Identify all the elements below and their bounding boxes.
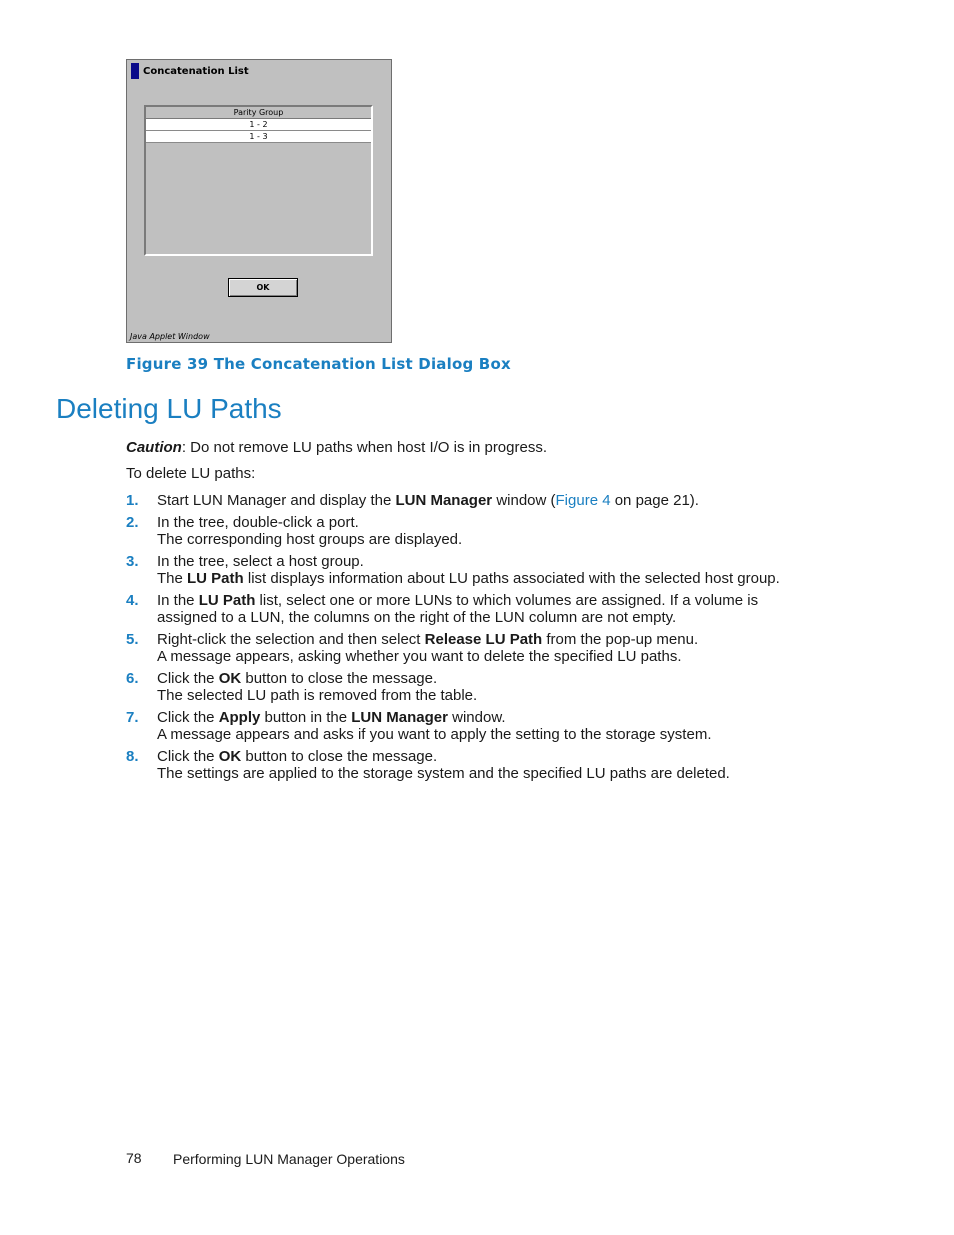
- step-text: list, select one or more LUNs to which volumes are assigned. If a volume is assigned to a LUN, the columns on the right of the LUN column are not empty.: [157, 591, 759, 626]
- ok-button[interactable]: OK: [228, 278, 298, 297]
- step-3: [126, 553, 786, 588]
- footer-title: Performing LUN Manager Operations: [173, 1151, 405, 1167]
- step-text: on page 21).: [610, 492, 699, 509]
- step-bold: OK: [218, 747, 242, 765]
- step-number: 2.: [126, 513, 139, 531]
- step-number: 5.: [126, 630, 139, 648]
- step-text: window.: [447, 708, 506, 726]
- step-list: [126, 492, 786, 787]
- step-text: Click the: [157, 747, 219, 765]
- step-2: [126, 514, 786, 549]
- step-7: [126, 709, 786, 744]
- step-text: button in the: [260, 708, 352, 726]
- figure-4-link[interactable]: Figure 4: [555, 492, 611, 509]
- dialog-title: Concatenation List: [143, 65, 249, 77]
- step-bold: LU Path: [198, 591, 256, 609]
- step-bold: Release LU Path: [424, 630, 543, 648]
- step-number: 8.: [126, 747, 139, 765]
- step-text: In the tree, double-click a port.: [157, 513, 359, 531]
- intro-text: To delete LU paths:: [126, 465, 256, 482]
- step-text: from the pop-up menu.: [542, 630, 699, 648]
- step-5: [126, 631, 786, 666]
- step-result: A message appears and asks if you want to apply the setting to the storage system.: [157, 726, 712, 743]
- step-bold: Apply: [218, 708, 261, 726]
- window-icon: [131, 63, 139, 79]
- step-text: Start LUN Manager and display the: [157, 492, 396, 509]
- step-number: 6.: [126, 669, 139, 687]
- column-header-parity-group[interactable]: Parity Group: [146, 107, 371, 119]
- step-result: The corresponding host groups are displayed.: [157, 531, 463, 548]
- list-item[interactable]: 1 - 2: [146, 119, 371, 131]
- step-bold: OK: [218, 669, 242, 687]
- step-result: list displays information about LU paths associated with the selected host group.: [243, 570, 780, 587]
- parity-group-list[interactable]: [144, 105, 373, 256]
- step-text: Right-click the selection and then select: [157, 630, 425, 648]
- step-8: [126, 748, 786, 783]
- list-item[interactable]: 1 - 3: [146, 131, 371, 143]
- caution-text: : Do not remove LU paths when host I/O is in progress.: [181, 439, 547, 456]
- step-6: [126, 670, 786, 705]
- figure-caption: Figure 39 The Concatenation List Dialog Box: [126, 355, 511, 373]
- step-result: The settings are applied to the storage system and the specified LU paths are deleted.: [157, 765, 730, 782]
- step-bold: LU Path: [187, 570, 244, 587]
- step-number: 1.: [126, 492, 139, 509]
- step-text: button to close the message.: [241, 669, 438, 687]
- page-number: 78: [126, 1150, 142, 1166]
- dialog-title-bar: [131, 63, 249, 79]
- applet-status-label: Java Applet Window: [130, 332, 210, 341]
- step-text: button to close the message.: [241, 747, 438, 765]
- step-number: 3.: [126, 552, 139, 570]
- step-number: 4.: [126, 591, 139, 609]
- step-text: Click the: [157, 669, 219, 687]
- step-result: The: [157, 570, 188, 587]
- section-heading: Deleting LU Paths: [56, 393, 282, 424]
- caution-note: [126, 439, 547, 456]
- step-1: [126, 492, 786, 510]
- step-number: 7.: [126, 708, 139, 726]
- caution-label: Caution: [126, 439, 182, 456]
- step-result: The selected LU path is removed from the table.: [157, 687, 478, 704]
- step-bold: LUN Manager: [351, 708, 448, 726]
- step-bold: LUN Manager: [395, 492, 493, 509]
- step-4: [126, 592, 786, 627]
- step-text: In the tree, select a host group.: [157, 552, 364, 570]
- concatenation-list-dialog: [126, 59, 392, 343]
- step-text: Click the: [157, 708, 219, 726]
- step-result: A message appears, asking whether you want to delete the specified LU paths.: [157, 648, 682, 665]
- step-text: In the: [157, 591, 199, 609]
- step-text: window (: [492, 492, 556, 509]
